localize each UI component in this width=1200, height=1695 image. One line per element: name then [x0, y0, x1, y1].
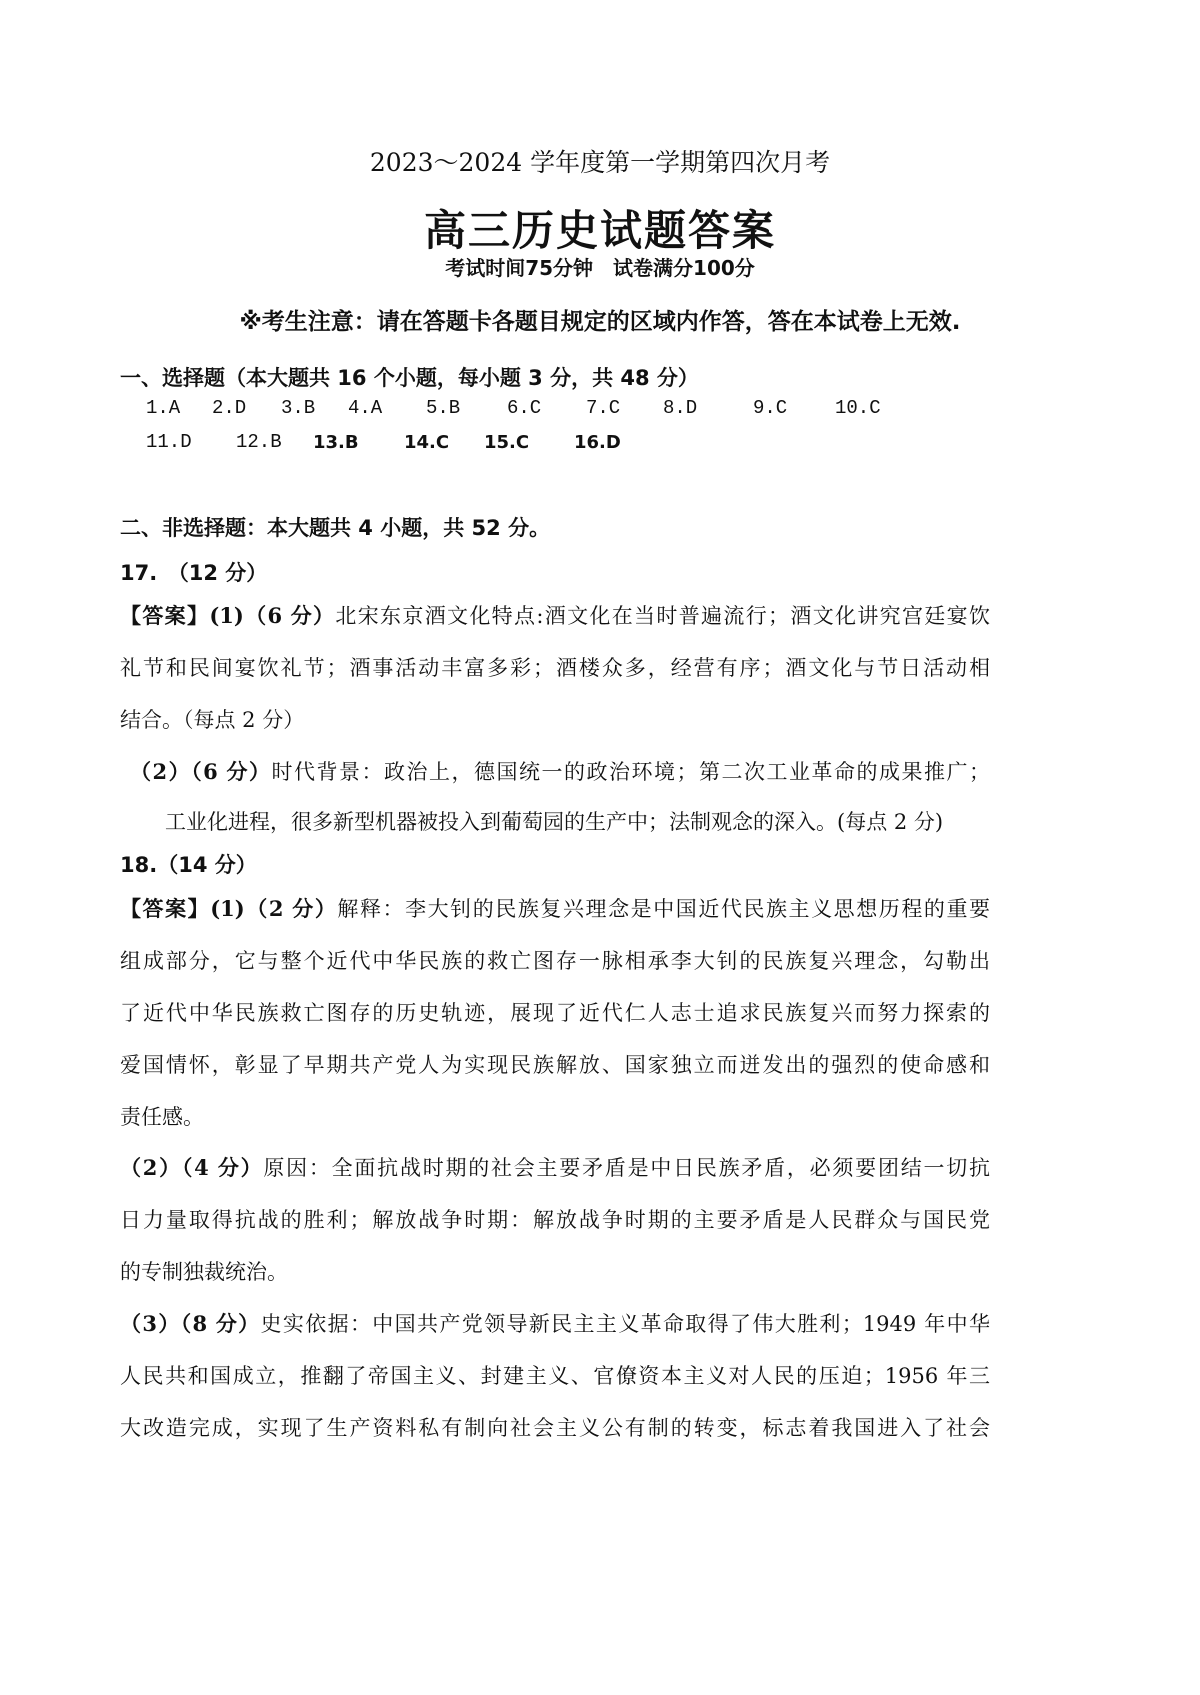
choice-answer: 14.C	[404, 432, 450, 453]
answer-line	[120, 1298, 990, 1350]
answer-text: 解释：李大钊的民族复兴理念是中国近代民族主义思想历程的重要	[337, 897, 991, 921]
choice-answer: 3.B	[281, 397, 316, 419]
q18-heading: 18.（14 分）	[120, 853, 257, 877]
answer-line: 人民共和国成立，推翻了帝国主义、封建主义、官僚资本主义对人民的压迫；1956 年三	[120, 1364, 990, 1388]
answer-line: 爱国情怀，彰显了早期共产党人为实现民族解放、国家独立而迸发出的强烈的使命感和	[120, 1053, 990, 1077]
choice-answer: 13.B	[313, 432, 359, 453]
exam-meta: 考试时间75分钟 试卷满分100分	[445, 256, 755, 280]
exam-term: 2023～2024 学年度第一学期第四次月考	[369, 148, 831, 177]
answer-line: 的专制独裁统治。	[120, 1260, 288, 1284]
answer-line	[120, 1142, 990, 1194]
choice-answer: 2.D	[212, 397, 247, 419]
answer-line: 礼节和民间宴饮礼节；酒事活动丰富多彩；酒楼众多，经营有序；酒文化与节日活动相	[120, 656, 990, 680]
choice-answer: 10.C	[835, 397, 881, 419]
answer-line: 日力量取得抗战的胜利；解放战争时期：解放战争时期的主要矛盾是人民群众与国民党	[120, 1208, 990, 1232]
q17-answer-part2	[130, 746, 990, 798]
choice-answer: 6.C	[507, 397, 542, 419]
answer-text: 时代背景：政治上，德国统一的政治环境；第二次工业革命的成果推广；	[271, 760, 990, 784]
choice-answer: 1.A	[146, 397, 181, 419]
q18-part2-tag: （2）（4 分）	[120, 1155, 264, 1180]
choice-answer: 16.D	[574, 432, 621, 453]
section1-heading: 一、选择题（本大题共 16 个小题，每小题 3 分，共 48 分）	[120, 366, 699, 390]
answer-line	[120, 883, 990, 935]
section2-heading: 二、非选择题：本大题共 4 小题，共 52 分。	[120, 516, 551, 540]
q17-answer-part1	[120, 590, 990, 746]
q17-part2-tag: （2）（6 分）	[130, 759, 272, 784]
answer-line: 责任感。	[120, 1105, 204, 1129]
answer-text: 原因：全面抗战时期的社会主要矛盾是中日民族矛盾，必须要团结一切抗	[263, 1156, 990, 1180]
q18-part1-tag: 【答案】(1)（2 分）	[120, 896, 338, 921]
answer-line: 结合。（每点 2 分）	[120, 708, 305, 732]
q18-answer-part3	[120, 1298, 990, 1454]
answer-line	[130, 746, 990, 798]
choice-answer: 9.C	[753, 397, 788, 419]
page-title: 高三历史试题答案	[423, 206, 776, 255]
q17-part1-tag: 【答案】(1)（6 分）	[120, 603, 336, 628]
answer-line: 组成部分，它与整个近代中华民族的救亡图存一脉相承李大钊的民族复兴理念，勾勒出	[120, 949, 990, 973]
choice-answer: 11.D	[146, 431, 192, 453]
answer-text: 北宋东京酒文化特点:酒文化在当时普遍流行；酒文化讲究宫廷宴饮	[335, 604, 990, 628]
answer-line: 大改造完成，实现了生产资料私有制向社会主义公有制的转变，标志着我国进入了社会	[120, 1416, 990, 1440]
q17-answer-part2-cont	[165, 796, 995, 848]
q18-answer-part2	[120, 1142, 990, 1298]
answer-line: 了近代中华民族救亡图存的历史轨迹，展现了近代仁人志士追求民族复兴而努力探索的	[120, 1001, 990, 1025]
choice-answer: 8.D	[663, 397, 698, 419]
choice-answer: 15.C	[484, 432, 530, 453]
choice-answer: 5.B	[426, 397, 461, 419]
choice-answer: 4.A	[348, 397, 383, 419]
q18-part3-tag: （3）（8 分）	[120, 1311, 261, 1336]
choice-answer: 12.B	[236, 431, 282, 453]
choice-answer: 7.C	[586, 397, 621, 419]
q18-answer-part1	[120, 883, 990, 1143]
notice: ※考生注意：请在答题卡各题目规定的区域内作答，答在本试卷上无效.	[239, 309, 961, 335]
answer-line	[120, 590, 990, 642]
answer-line: 工业化进程，很多新型机器被投入到葡萄园的生产中；法制观念的深入。(每点 2 分)	[165, 810, 944, 834]
q17-heading: 17. （12 分）	[120, 561, 268, 585]
answer-text: 史实依据：中国共产党领导新民主主义革命取得了伟大胜利；1949 年中华	[260, 1312, 990, 1336]
